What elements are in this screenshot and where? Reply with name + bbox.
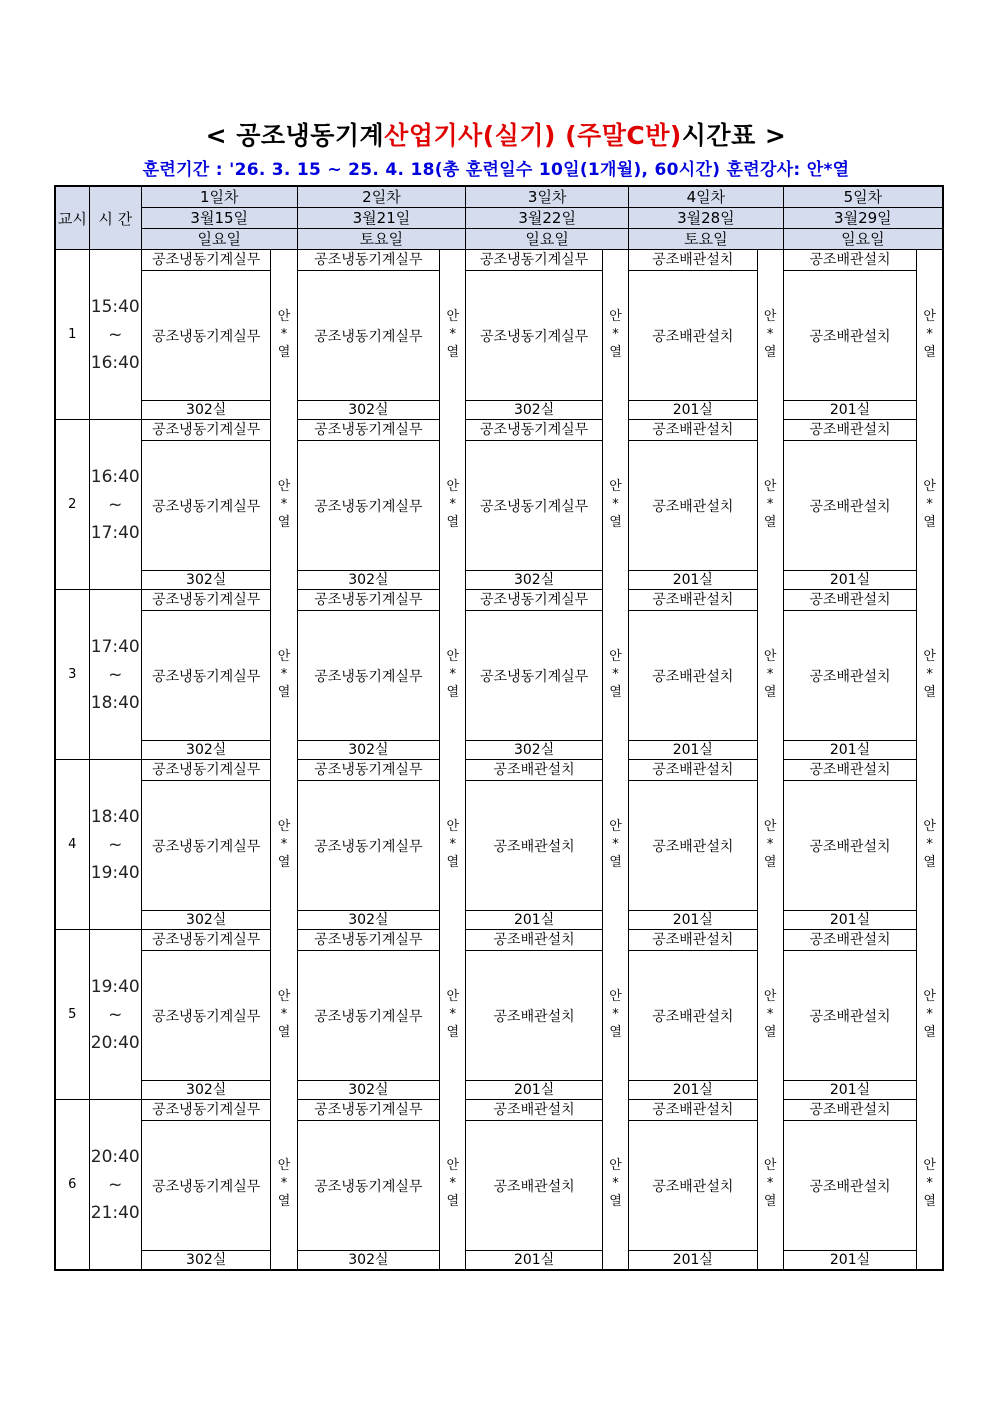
instructor-line1: 안 xyxy=(763,988,777,1004)
time-start: 20:40 xyxy=(90,1146,140,1167)
subject-title: 공조배관설치 xyxy=(629,930,758,951)
period-number: 6 xyxy=(55,1100,89,1271)
subject-main: 공조배관설치 xyxy=(783,1121,917,1251)
instructor-line1: 안 xyxy=(763,1158,777,1174)
subject-title: 공조냉동기계실무 xyxy=(466,590,603,611)
instructor-line2: * xyxy=(612,496,619,512)
period-row xyxy=(55,250,943,271)
room-label: 302실 xyxy=(141,911,271,930)
instructor-line1: 안 xyxy=(923,648,936,664)
header-row-date xyxy=(55,208,943,229)
day-date-5: 3월29일 xyxy=(783,208,943,229)
subject-main: 공조냉동기계실무 xyxy=(297,1121,440,1251)
subject-title: 공조냉동기계실무 xyxy=(141,930,271,951)
time-sep: ~ xyxy=(108,494,123,515)
period-row xyxy=(55,1100,943,1121)
instructor-line3: 열 xyxy=(277,344,291,360)
room-label: 302실 xyxy=(297,401,440,420)
time-end: 16:40 xyxy=(90,352,140,373)
room-label: 302실 xyxy=(141,401,271,420)
training-period-subtitle: 훈련기간 : '26. 3. 15 ~ 25. 4. 18(총 훈련일수 10일(1개월), 60시간) 훈련강사: 안*열 xyxy=(142,160,850,180)
instructor-line3: 열 xyxy=(609,1024,622,1040)
period-time xyxy=(89,250,141,420)
subject-title: 공조냉동기계실무 xyxy=(297,930,440,951)
period-number: 1 xyxy=(55,250,89,420)
room-label: 302실 xyxy=(141,741,271,760)
instructor-line2: * xyxy=(926,1006,933,1022)
subject-main: 공조배관설치 xyxy=(629,271,758,401)
time-end: 20:40 xyxy=(90,1032,140,1053)
time-sep: ~ xyxy=(108,324,123,345)
time-sep: ~ xyxy=(108,1174,123,1195)
instructor-cell xyxy=(602,590,628,760)
period-room-row xyxy=(55,1081,943,1100)
instructor-line2: * xyxy=(449,1176,456,1192)
instructor-line1: 안 xyxy=(923,1158,936,1174)
instructor-line2: * xyxy=(280,496,288,512)
period-subject-row xyxy=(55,611,943,741)
instructor-cell xyxy=(917,590,943,760)
subject-main: 공조냉동기계실무 xyxy=(141,951,271,1081)
instructor-line1: 안 xyxy=(277,818,291,834)
day-weekday-2: 토요일 xyxy=(297,229,466,250)
subject-main: 공조배관설치 xyxy=(466,781,603,911)
subject-main: 공조배관설치 xyxy=(466,951,603,1081)
room-label: 201실 xyxy=(466,1251,603,1271)
instructor-line2: * xyxy=(926,1176,933,1192)
instructor-line1: 안 xyxy=(609,818,622,834)
room-label: 302실 xyxy=(466,741,603,760)
time-sep: ~ xyxy=(108,664,123,685)
period-subject-row xyxy=(55,951,943,1081)
subject-main: 공조냉동기계실무 xyxy=(297,611,440,741)
room-label: 201실 xyxy=(629,911,758,930)
subject-main: 공조냉동기계실무 xyxy=(466,271,603,401)
instructor-cell xyxy=(271,250,297,420)
time-start: 16:40 xyxy=(90,466,140,487)
instructor-line3: 열 xyxy=(763,684,777,700)
day-weekday-3: 일요일 xyxy=(466,229,629,250)
time-header: 시 간 xyxy=(89,186,141,250)
subject-title: 공조냉동기계실무 xyxy=(141,420,271,441)
instructor-line1: 안 xyxy=(923,818,936,834)
instructor-line1: 안 xyxy=(277,478,291,494)
room-label: 302실 xyxy=(297,741,440,760)
subject-main: 공조냉동기계실무 xyxy=(297,951,440,1081)
instructor-cell xyxy=(602,420,628,590)
subject-main: 공조냉동기계실무 xyxy=(297,441,440,571)
instructor-line2: * xyxy=(926,496,933,512)
instructor-line1: 안 xyxy=(923,308,936,324)
instructor-cell xyxy=(271,420,297,590)
subject-title: 공조냉동기계실무 xyxy=(141,250,271,271)
instructor-line2: * xyxy=(280,1006,288,1022)
room-label: 201실 xyxy=(629,401,758,420)
instructor-line1: 안 xyxy=(446,988,460,1004)
instructor-line3: 열 xyxy=(609,1194,622,1210)
subject-title: 공조배관설치 xyxy=(783,420,917,441)
period-number: 4 xyxy=(55,760,89,930)
time-start: 15:40 xyxy=(90,296,140,317)
subject-main: 공조냉동기계실무 xyxy=(297,781,440,911)
subject-title: 공조냉동기계실무 xyxy=(141,760,271,781)
time-end: 21:40 xyxy=(90,1202,140,1223)
header-row-weekday xyxy=(55,229,943,250)
instructor-line2: * xyxy=(766,1006,774,1022)
instructor-line2: * xyxy=(612,666,619,682)
instructor-cell xyxy=(440,420,466,590)
page-title xyxy=(0,116,992,152)
subject-title: 공조냉동기계실무 xyxy=(466,250,603,271)
instructor-line1: 안 xyxy=(609,308,622,324)
subject-title: 공조배관설치 xyxy=(783,760,917,781)
instructor-line1: 안 xyxy=(609,648,622,664)
time-sep: ~ xyxy=(108,1004,123,1025)
period-number: 2 xyxy=(55,420,89,590)
instructor-line1: 안 xyxy=(763,648,777,664)
day-weekday-1: 일요일 xyxy=(141,229,297,250)
room-label: 201실 xyxy=(629,1081,758,1100)
subject-title: 공조배관설치 xyxy=(629,1100,758,1121)
subject-title: 공조배관설치 xyxy=(629,760,758,781)
instructor-line3: 열 xyxy=(277,854,291,870)
room-label: 302실 xyxy=(297,1081,440,1100)
subject-title: 공조배관설치 xyxy=(466,760,603,781)
instructor-line3: 열 xyxy=(923,684,936,700)
subject-title: 공조배관설치 xyxy=(783,250,917,271)
instructor-line2: * xyxy=(766,666,774,682)
instructor-line1: 안 xyxy=(277,308,291,324)
subject-title: 공조냉동기계실무 xyxy=(141,1100,271,1121)
day-day-2: 2일차 xyxy=(297,186,466,208)
instructor-cell xyxy=(917,930,943,1100)
period-header: 교시 xyxy=(55,186,89,250)
period-subject-row xyxy=(55,1121,943,1251)
room-label: 201실 xyxy=(629,571,758,590)
instructor-line3: 열 xyxy=(446,514,460,530)
instructor-line2: * xyxy=(766,1176,774,1192)
time-start: 17:40 xyxy=(90,636,140,657)
instructor-line2: * xyxy=(612,1006,619,1022)
period-room-row xyxy=(55,401,943,420)
instructor-cell xyxy=(917,760,943,930)
instructor-cell xyxy=(440,1100,466,1271)
subject-main: 공조냉동기계실무 xyxy=(141,611,271,741)
period-room-row xyxy=(55,741,943,760)
day-day-1: 1일차 xyxy=(141,186,297,208)
day-day-3: 3일차 xyxy=(466,186,629,208)
instructor-line3: 열 xyxy=(446,344,460,360)
instructor-cell xyxy=(917,250,943,420)
subject-main: 공조배관설치 xyxy=(783,781,917,911)
subject-title: 공조냉동기계실무 xyxy=(466,420,603,441)
instructor-line3: 열 xyxy=(277,1194,291,1210)
instructor-cell xyxy=(271,590,297,760)
title-prefix: < 공조냉동기계 xyxy=(205,121,385,150)
room-label: 302실 xyxy=(297,571,440,590)
instructor-cell xyxy=(602,930,628,1100)
instructor-line1: 안 xyxy=(763,308,777,324)
instructor-line3: 열 xyxy=(609,514,622,530)
subject-title: 공조배관설치 xyxy=(466,930,603,951)
instructor-line2: * xyxy=(766,496,774,512)
time-end: 17:40 xyxy=(90,522,140,543)
instructor-line1: 안 xyxy=(446,648,460,664)
instructor-line1: 안 xyxy=(609,478,622,494)
instructor-line3: 열 xyxy=(923,514,936,530)
time-end: 18:40 xyxy=(90,692,140,713)
instructor-line2: * xyxy=(449,496,456,512)
period-row xyxy=(55,420,943,441)
day-weekday-5: 일요일 xyxy=(783,229,943,250)
header-row-day xyxy=(55,186,943,208)
period-subject-row xyxy=(55,271,943,401)
room-label: 302실 xyxy=(466,401,603,420)
instructor-line1: 안 xyxy=(446,1158,460,1174)
instructor-cell xyxy=(271,1100,297,1271)
time-start: 18:40 xyxy=(90,806,140,827)
instructor-line2: * xyxy=(280,836,288,852)
time-sep: ~ xyxy=(108,834,123,855)
instructor-cell xyxy=(602,760,628,930)
subject-title: 공조배관설치 xyxy=(629,420,758,441)
instructor-line3: 열 xyxy=(763,514,777,530)
instructor-line3: 열 xyxy=(277,514,291,530)
instructor-line2: * xyxy=(280,666,288,682)
room-label: 201실 xyxy=(783,571,917,590)
room-label: 201실 xyxy=(466,911,603,930)
instructor-line3: 열 xyxy=(446,854,460,870)
subject-title: 공조배관설치 xyxy=(783,1100,917,1121)
instructor-cell xyxy=(757,930,783,1100)
subject-main: 공조냉동기계실무 xyxy=(466,441,603,571)
subject-main: 공조배관설치 xyxy=(783,271,917,401)
title-suffix: 시간표 > xyxy=(681,121,787,150)
day-date-4: 3월28일 xyxy=(629,208,784,229)
day-date-2: 3월21일 xyxy=(297,208,466,229)
subject-main: 공조배관설치 xyxy=(629,951,758,1081)
instructor-cell xyxy=(271,930,297,1100)
subject-title: 공조냉동기계실무 xyxy=(297,250,440,271)
instructor-line3: 열 xyxy=(446,1024,460,1040)
room-label: 201실 xyxy=(629,741,758,760)
day-day-5: 5일차 xyxy=(783,186,943,208)
subject-title: 공조냉동기계실무 xyxy=(297,760,440,781)
subject-title: 공조배관설치 xyxy=(629,590,758,611)
subject-main: 공조냉동기계실무 xyxy=(466,611,603,741)
instructor-cell xyxy=(271,760,297,930)
room-label: 302실 xyxy=(141,571,271,590)
instructor-cell xyxy=(757,760,783,930)
instructor-line2: * xyxy=(280,326,288,342)
instructor-line2: * xyxy=(612,836,619,852)
instructor-line3: 열 xyxy=(763,1194,777,1210)
time-end: 19:40 xyxy=(90,862,140,883)
room-label: 201실 xyxy=(783,1081,917,1100)
instructor-line1: 안 xyxy=(923,478,936,494)
instructor-line2: * xyxy=(766,836,774,852)
instructor-cell xyxy=(757,1100,783,1271)
subject-main: 공조배관설치 xyxy=(783,441,917,571)
instructor-cell xyxy=(757,250,783,420)
subject-main: 공조배관설치 xyxy=(629,611,758,741)
period-time xyxy=(89,760,141,930)
subject-title: 공조배관설치 xyxy=(783,590,917,611)
period-room-row xyxy=(55,911,943,930)
instructor-line2: * xyxy=(449,1006,456,1022)
subject-main: 공조배관설치 xyxy=(629,1121,758,1251)
instructor-line2: * xyxy=(612,1176,619,1192)
subject-main: 공조배관설치 xyxy=(783,611,917,741)
subject-title: 공조냉동기계실무 xyxy=(297,420,440,441)
instructor-line3: 열 xyxy=(277,1024,291,1040)
room-label: 201실 xyxy=(783,741,917,760)
instructor-line3: 열 xyxy=(923,344,936,360)
subject-main: 공조배관설치 xyxy=(783,951,917,1081)
day-weekday-4: 토요일 xyxy=(629,229,784,250)
room-label: 201실 xyxy=(783,1251,917,1271)
subject-title: 공조배관설치 xyxy=(629,250,758,271)
period-row xyxy=(55,590,943,611)
instructor-line3: 열 xyxy=(923,1194,936,1210)
room-label: 201실 xyxy=(783,401,917,420)
title-highlight: 산업기사(실기) (주말C반) xyxy=(384,121,682,150)
period-room-row xyxy=(55,1251,943,1271)
instructor-cell xyxy=(602,250,628,420)
room-label: 302실 xyxy=(141,1251,271,1271)
day-date-3: 3월22일 xyxy=(466,208,629,229)
subject-main: 공조냉동기계실무 xyxy=(141,781,271,911)
subject-main: 공조냉동기계실무 xyxy=(141,441,271,571)
instructor-cell xyxy=(757,420,783,590)
period-subject-row xyxy=(55,441,943,571)
time-start: 19:40 xyxy=(90,976,140,997)
instructor-line1: 안 xyxy=(277,648,291,664)
subject-title: 공조배관설치 xyxy=(466,1100,603,1121)
period-time xyxy=(89,590,141,760)
instructor-cell xyxy=(440,930,466,1100)
instructor-line1: 안 xyxy=(446,308,460,324)
instructor-cell xyxy=(917,1100,943,1271)
period-subject-row xyxy=(55,781,943,911)
instructor-line2: * xyxy=(926,666,933,682)
subject-main: 공조배관설치 xyxy=(629,441,758,571)
subject-main: 공조냉동기계실무 xyxy=(297,271,440,401)
day-day-4: 4일차 xyxy=(629,186,784,208)
period-time xyxy=(89,930,141,1100)
instructor-line3: 열 xyxy=(446,684,460,700)
instructor-cell xyxy=(917,420,943,590)
instructor-cell xyxy=(440,760,466,930)
instructor-line1: 안 xyxy=(277,988,291,1004)
room-label: 201실 xyxy=(466,1081,603,1100)
instructor-line3: 열 xyxy=(446,1194,460,1210)
subject-title: 공조냉동기계실무 xyxy=(297,590,440,611)
instructor-line1: 안 xyxy=(277,1158,291,1174)
instructor-line1: 안 xyxy=(609,1158,622,1174)
period-time xyxy=(89,420,141,590)
subject-title: 공조냉동기계실무 xyxy=(297,1100,440,1121)
subject-main: 공조냉동기계실무 xyxy=(141,271,271,401)
day-date-1: 3월15일 xyxy=(141,208,297,229)
instructor-line3: 열 xyxy=(763,344,777,360)
instructor-line2: * xyxy=(612,326,619,342)
period-number: 5 xyxy=(55,930,89,1100)
subject-title: 공조배관설치 xyxy=(783,930,917,951)
instructor-cell xyxy=(440,590,466,760)
room-label: 201실 xyxy=(629,1251,758,1271)
room-label: 302실 xyxy=(297,911,440,930)
instructor-line3: 열 xyxy=(923,854,936,870)
instructor-line1: 안 xyxy=(763,478,777,494)
period-number: 3 xyxy=(55,590,89,760)
instructor-cell xyxy=(757,590,783,760)
instructor-line2: * xyxy=(926,326,933,342)
instructor-line3: 열 xyxy=(923,1024,936,1040)
instructor-line1: 안 xyxy=(763,818,777,834)
instructor-line1: 안 xyxy=(446,478,460,494)
subject-main: 공조냉동기계실무 xyxy=(141,1121,271,1251)
period-room-row xyxy=(55,571,943,590)
period-time xyxy=(89,1100,141,1271)
period-row xyxy=(55,930,943,951)
instructor-line1: 안 xyxy=(446,818,460,834)
instructor-line2: * xyxy=(449,666,456,682)
room-label: 201실 xyxy=(783,911,917,930)
instructor-line3: 열 xyxy=(609,344,622,360)
instructor-line2: * xyxy=(766,326,774,342)
instructor-line2: * xyxy=(449,836,456,852)
instructor-cell xyxy=(440,250,466,420)
room-label: 302실 xyxy=(466,571,603,590)
instructor-line3: 열 xyxy=(609,684,622,700)
instructor-line2: * xyxy=(280,1176,288,1192)
subject-main: 공조배관설치 xyxy=(629,781,758,911)
instructor-line3: 열 xyxy=(609,854,622,870)
instructor-line3: 열 xyxy=(763,854,777,870)
room-label: 302실 xyxy=(297,1251,440,1271)
timetable xyxy=(54,185,944,1271)
room-label: 302실 xyxy=(141,1081,271,1100)
instructor-line2: * xyxy=(449,326,456,342)
instructor-line1: 안 xyxy=(923,988,936,1004)
instructor-line3: 열 xyxy=(763,1024,777,1040)
instructor-cell xyxy=(602,1100,628,1271)
subject-main: 공조배관설치 xyxy=(466,1121,603,1251)
subject-title: 공조냉동기계실무 xyxy=(141,590,271,611)
period-row xyxy=(55,760,943,781)
instructor-line2: * xyxy=(926,836,933,852)
instructor-line3: 열 xyxy=(277,684,291,700)
instructor-line1: 안 xyxy=(609,988,622,1004)
